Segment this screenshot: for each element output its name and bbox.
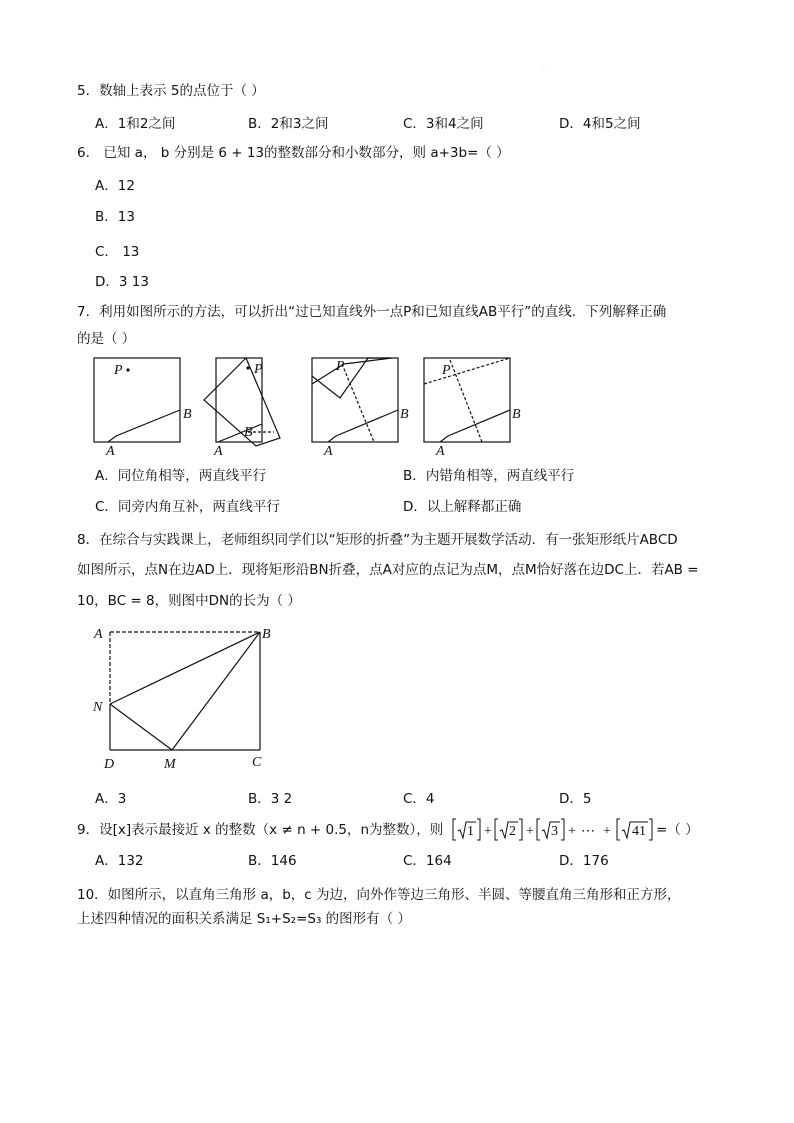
q7-fig2-line-ab [218, 424, 262, 442]
q7-fig4-label-a: A [436, 444, 445, 456]
q6-option-d: D．3 13 [95, 274, 149, 290]
q9-stem-part1: 9．设[x]表示最接近 x 的整数（x ≠ n + 0.5，n为整数），则 [77, 822, 444, 838]
q7-option-a: A．同位角相等，两直线平行 [95, 468, 267, 484]
q6-option-a: A．12 [95, 178, 135, 194]
q7-option-d: D．以上解释都正确 [403, 499, 522, 515]
q9-bracket-1-right [477, 819, 480, 840]
q7-fig3-label-p: P [336, 359, 345, 374]
q10-stem-line2: 上述四种情况的面积关系满足 S₁+S₂=S₃ 的图形有（ ） [77, 911, 411, 927]
q9-plus-4: + [603, 824, 611, 839]
q9-root-3: 3 [551, 824, 558, 839]
q9-bracket-3-right [561, 819, 564, 840]
q7-fig3-square [312, 358, 398, 442]
q8-label-b: B [262, 627, 271, 642]
q7-option-b: B．内错角相等，两直线平行 [403, 468, 575, 484]
q7-fig2-label-p: P [254, 362, 263, 377]
q7-fig3-fold-dashed [342, 364, 374, 442]
q9-floor-sum-expression [450, 816, 670, 844]
q9-stem-part2: =（ ） [656, 822, 699, 838]
q9-root-2: 2 [509, 824, 516, 839]
q5-stem: 5．数轴上表示 5的点位于（ ） [77, 83, 265, 99]
q9-plus-3: + [568, 824, 576, 839]
q7-fig1-point-p [126, 368, 129, 371]
q9-dots: ⋯ [581, 824, 595, 839]
q5-option-d: D．4和5之间 [559, 116, 641, 132]
q6-stem: 6． 已知 a， b 分别是 6 + 13的整数部分和小数部分，则 a+3b=（ ） [77, 145, 510, 161]
q9-bracket-3-left [537, 819, 540, 840]
q7-fig4-fold-dashed [450, 360, 482, 442]
q9-option-a: A．132 [95, 853, 144, 869]
q5-option-c: C．3和4之间 [403, 116, 484, 132]
q5-option-b: B．2和3之间 [248, 116, 329, 132]
q6-option-b: B．13 [95, 209, 135, 225]
q10-stem-line1: 10．如图所示，以直角三角形 a，b，c 为边，向外作等边三角形、半圆、等腰直角三角形和正方形， [77, 887, 681, 903]
q8-option-c: C．4 [403, 791, 435, 807]
q9-bracket-2-right [519, 819, 522, 840]
q8-rectangle-figure [88, 618, 288, 778]
q7-fig4-label-p: P [442, 363, 451, 378]
q9-bracket-4-right [649, 819, 652, 840]
q9-plus-2: + [526, 824, 534, 839]
q9-option-b: B．146 [248, 853, 297, 869]
q7-fig3-label-a: A [324, 444, 333, 456]
q7-fig4-parallel-dashed [424, 358, 510, 384]
q8-label-n: N [93, 700, 103, 715]
q7-fig4-label-b: B [512, 407, 521, 422]
q8-stem-line3: 10，BC = 8，则图中DN的长为（ ） [77, 593, 301, 609]
q8-label-c: C [252, 755, 262, 770]
q9-option-d: D．176 [559, 853, 609, 869]
q9-bracket-4-left [617, 819, 620, 840]
q7-fig2-label-b: B [244, 425, 253, 440]
q7-fig3-flap [312, 358, 392, 398]
q7-fig1-label-a: A [106, 444, 115, 456]
q7-fig1-label-b: B [183, 407, 192, 422]
q7-fig2-label-a: A [214, 444, 223, 456]
q8-segment-nm [110, 704, 172, 750]
q8-label-a: A [94, 627, 103, 642]
q8-option-b: B．3 2 [248, 791, 293, 807]
q6-option-c: C． 13 [95, 244, 140, 260]
q9-bracket-2-left [495, 819, 498, 840]
q7-fig3-label-b: B [400, 407, 409, 422]
q9-bracket-1-left [453, 819, 456, 840]
q7-fig4-line-ab [440, 410, 510, 442]
q7-fig1-line-ab [108, 410, 180, 442]
q7-fig3-line-ab [328, 410, 398, 442]
q8-option-a: A．3 [95, 791, 127, 807]
q8-label-m: M [164, 757, 176, 772]
q8-stem-line2: 如图所示，点N在边AD上．现将矩形沿BN折叠，点A对应的点记为点M，点M恰好落在边DC上．若AB = [77, 562, 699, 578]
q7-option-c: C．同旁内角互补，两直线平行 [95, 499, 280, 515]
q8-option-d: D．5 [559, 791, 592, 807]
q8-fold-bn [110, 632, 260, 704]
q7-fold-figures [88, 352, 528, 456]
q9-root-1: 1 [467, 824, 474, 839]
q7-fig1-label-p: P [114, 363, 123, 378]
q9-option-c: C．164 [403, 853, 452, 869]
q8-segment-bm [172, 632, 260, 750]
q9-root-4: 41 [632, 824, 646, 839]
q5-option-a: A．1和2之间 [95, 116, 176, 132]
q9-plus-1: + [484, 824, 492, 839]
q7-stem-line1: 7．利用如图所示的方法，可以折出“过已知直线外一点P和已知直线AB平行”的直线．下列解释正确 [77, 304, 667, 320]
corner-mark: . [543, 62, 545, 69]
q7-fig1-square [94, 358, 180, 442]
q7-stem-line2: 的是（ ） [77, 331, 136, 347]
q8-label-d: D [104, 757, 115, 772]
q8-stem-line1: 8．在综合与实践课上，老师组织同学们以“矩形的折叠”为主题开展数学活动．有一张矩形纸片ABCD [77, 532, 678, 548]
q7-fig2-point-p [246, 366, 249, 369]
